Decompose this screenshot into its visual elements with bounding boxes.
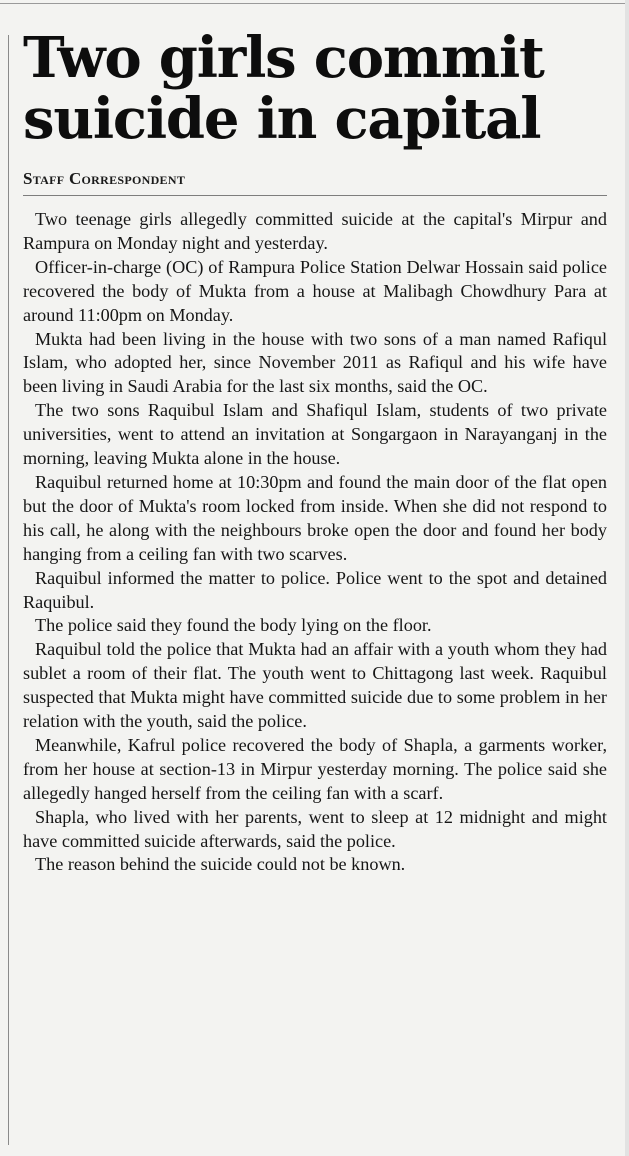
paragraph: Officer-in-charge (OC) of Rampura Police Station Delwar Hossain said police recovered the body of Mukta from a house at Malibagh Chowdhury Para at around 11:00pm on Monday.	[23, 256, 607, 325]
headline-line-2: suicide in capital	[23, 86, 541, 152]
paragraph: Mukta had been living in the house with two sons of a man named Rafiqul Islam, who adopted her, since November 2011 as Rafiqul and his wife have been living in Saudi Arabia for the last six months, said the OC.	[23, 328, 607, 397]
news-article	[23, 25, 607, 877]
paragraph: The two sons Raquibul Islam and Shafiqul Islam, students of two private universities, went to attend an invitation at Songargaon in Narayanganj in the morning, leaving Mukta alone in the house.	[23, 400, 607, 469]
paragraph: Shapla, who lived with her parents, went to sleep at 12 midnight and might have committed suicide afterwards, said the police.	[23, 806, 607, 851]
paragraph: The reason behind the suicide could not be known.	[35, 854, 406, 875]
column-divider-rule	[8, 35, 9, 1145]
paragraph: Raquibul told the police that Mukta had an affair with a youth whom they had sublet a room of their flat. The youth went to Chittagong last week. Raquibul suspected that Mukta might have committed suicide due to some problem in her relation with the youth, said the police.	[23, 639, 607, 732]
byline: Staff Correspondent	[23, 169, 607, 196]
page-edge	[625, 0, 629, 1156]
paragraph: Raquibul returned home at 10:30pm and found the main door of the flat open but the door of Mukta's room locked from inside. When she did not respond to his call, he along with the neighbours broke open the door and found her body hanging from a ceiling fan with two scarves.	[23, 471, 607, 564]
headline	[23, 25, 607, 152]
headline-line-1: Two girls commit	[23, 25, 544, 91]
top-border-rule	[0, 3, 629, 4]
article-body	[23, 208, 607, 877]
paragraph: The police said they found the body lying on the floor.	[35, 615, 432, 636]
paragraph: Two teenage girls allegedly committed suicide at the capital's Mirpur and Rampura on Monday night and yesterday.	[23, 209, 607, 253]
paragraph: Meanwhile, Kafrul police recovered the body of Shapla, a garments worker, from her house at section-13 in Mirpur yesterday morning. The police said she allegedly hanged herself from the ceiling fan with a scarf.	[23, 734, 607, 803]
paragraph: Raquibul informed the matter to police. Police went to the spot and detained Raquibul.	[23, 567, 607, 612]
